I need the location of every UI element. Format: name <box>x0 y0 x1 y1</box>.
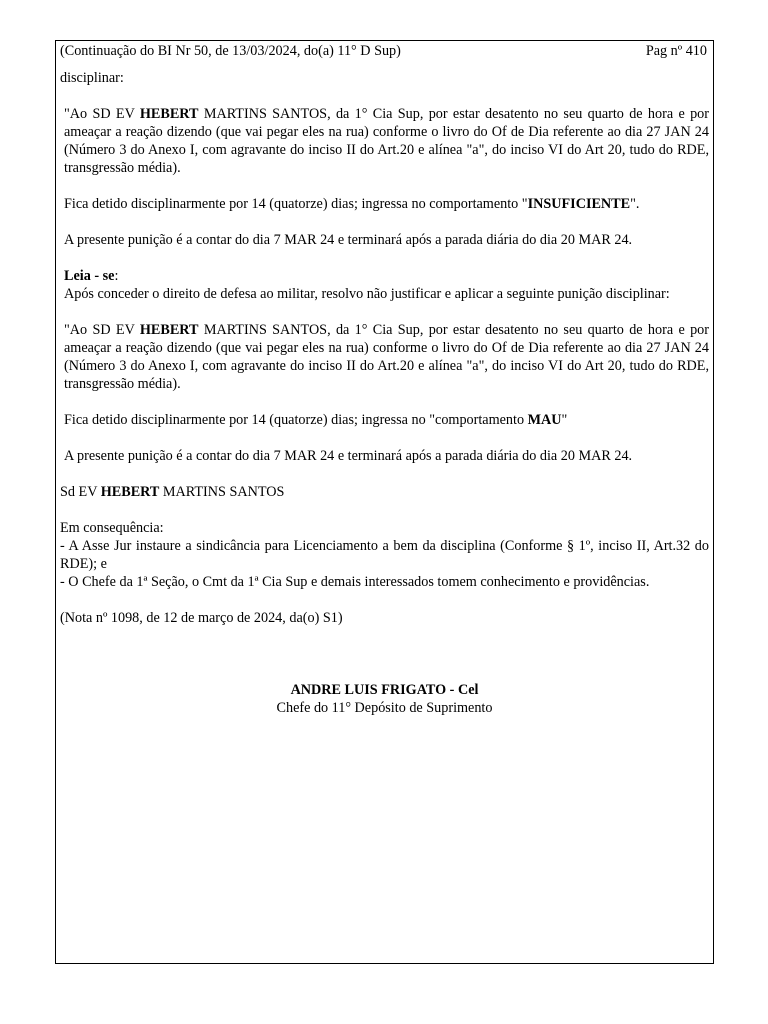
punishment-paragraph-2: "Ao SD EV HEBERT MARTINS SANTOS, da 1° Cia Sup, por estar desatento no seu quarto de hora e por ameaçar a reação dizendo (que vai pegar eles na rua) conforme o livro do Of de Dia referente ao dia 27 JAN 24 (Número 3 do Anexo I, com agravante do inciso II do Art.20 e alínea "a", do inciso VI do Art 20, tudo do RDE, transgressão média). <box>64 322 709 392</box>
document-frame <box>55 40 714 964</box>
duration-paragraph-2: A presente punição é a contar do dia 7 MAR 24 e terminará após a parada diária do dia 20 MAR 24. <box>64 448 633 464</box>
duration-paragraph-1: A presente punição é a contar do dia 7 MAR 24 e terminará após a parada diária do dia 20 MAR 24. <box>64 232 633 248</box>
detention-paragraph-2: Fica detido disciplinarmente por 14 (quatorze) dias; ingressa no "comportamento MAU" <box>64 412 568 428</box>
header-continuation: (Continuação do BI Nr 50, de 13/03/2024, do(a) 11° D Sup) <box>60 43 401 59</box>
defense-paragraph: Após conceder o direito de defesa ao militar, resolvo não justificar e aplicar a seguinte punição disciplinar: <box>64 286 670 302</box>
signature-name: ANDRE LUIS FRIGATO - Cel <box>290 682 479 698</box>
punishment-paragraph-1: "Ao SD EV HEBERT MARTINS SANTOS, da 1° Cia Sup, por estar desatento no seu quarto de hora e por ameaçar a reação dizendo (que vai pegar eles na rua) conforme o livro do Of de Dia referente ao dia 27 JAN 24 (Número 3 do Anexo I, com agravante do inciso II do Art.20 e alínea "a", do inciso VI do Art 20, tudo do RDE, transgressão média). <box>64 106 709 176</box>
note-reference: (Nota nº 1098, de 12 de março de 2024, da(o) S1) <box>60 610 343 626</box>
soldier-name-line: Sd EV HEBERT MARTINS SANTOS <box>60 484 285 500</box>
leia-se-heading: Leia - se: <box>64 268 119 284</box>
disciplinar-line: disciplinar: <box>60 70 124 86</box>
consequence-item-2: - O Chefe da 1ª Seção, o Cmt da 1ª Cia Sup e demais interessados tomem conhecimento e providências. <box>60 574 650 590</box>
detention-paragraph-1: Fica detido disciplinarmente por 14 (quatorze) dias; ingressa no comportamento "INSUFICIENTE". <box>64 196 640 212</box>
page-header <box>60 42 707 60</box>
consequence-item-1: - A Asse Jur instaure a sindicância para Licenciamento a bem da disciplina (Conforme § 1º, inciso II, Art.32 do RDE); e <box>60 538 709 572</box>
signature-role: Chefe do 11° Depósito de Suprimento <box>276 700 493 716</box>
page-number: Pag nº 410 <box>645 43 707 59</box>
document-body <box>60 69 709 717</box>
consequence-title: Em consequência: <box>60 520 164 536</box>
